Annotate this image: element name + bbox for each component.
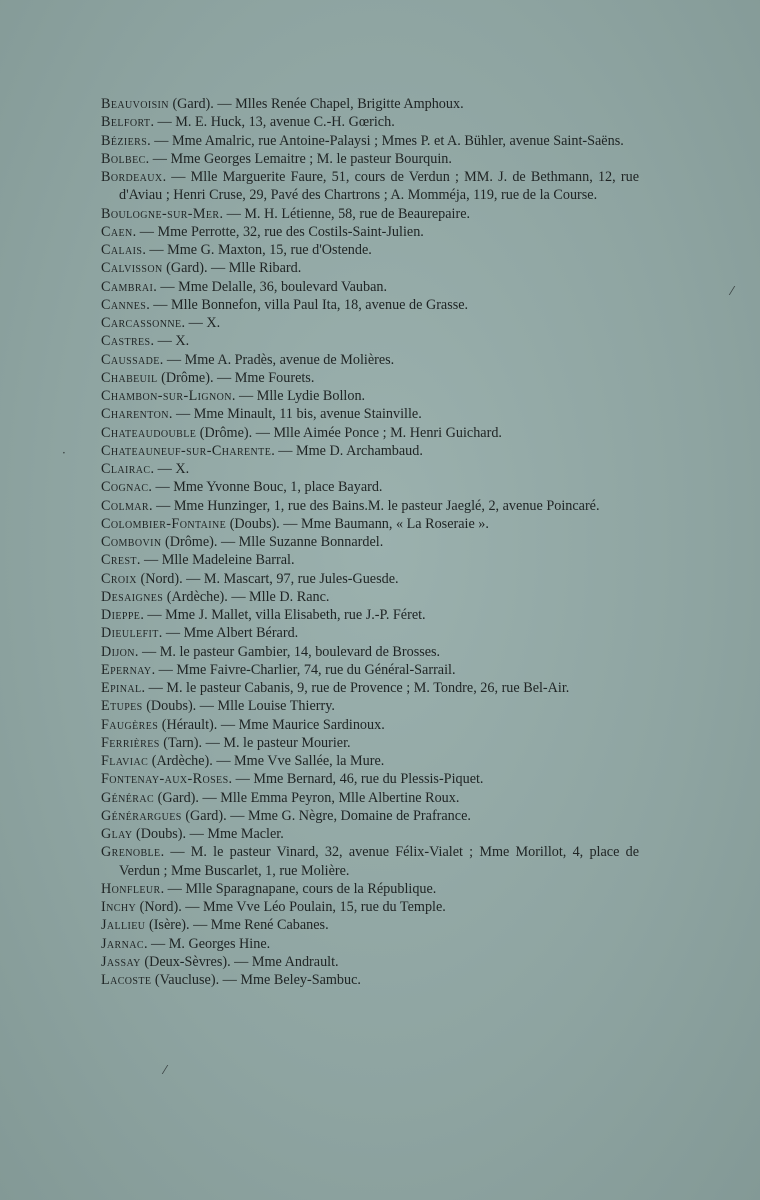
directory-entry	[101, 624, 639, 642]
place-name: Boulogne-sur-Mer	[101, 205, 220, 222]
directory-entry	[101, 241, 639, 259]
place-name: Ferrières	[101, 734, 160, 751]
entry-details: . — Mme Hunzinger, 1, rue des Bains.M. le pasteur Jaeglé, 2, avenue Poincaré.	[148, 497, 600, 514]
place-name: Chateaudouble	[101, 424, 197, 441]
entry-details: . — Mme Bernard, 46, rue du Plessis-Piquet.	[228, 771, 484, 788]
directory-entry	[101, 953, 639, 971]
entry-details: (Deux-Sèvres). — Mme Andrault.	[140, 953, 339, 970]
place-name: Castres	[101, 333, 151, 350]
entry-details: . — Mlle Lydie Bollon.	[231, 388, 366, 404]
entry-details: . — Mlle Bonnefon, villa Paul Ita, 18, avenue de Grasse.	[146, 296, 469, 313]
directory-entry	[101, 807, 639, 825]
place-name: Chabeuil	[101, 369, 158, 386]
directory-entry	[101, 679, 639, 697]
pencil-mark: ·	[62, 446, 66, 460]
entry-details: . — Mme Georges Lemaitre ; M. le pasteur Bourquin.	[145, 150, 452, 167]
entry-details: . — Mlle Madeleine Barral.	[136, 552, 295, 569]
directory-entry	[101, 789, 639, 807]
directory-entry	[101, 661, 639, 679]
place-name: Béziers	[101, 132, 148, 149]
place-name: Crest	[101, 552, 137, 569]
directory-entry	[101, 916, 639, 934]
directory-entry	[101, 643, 639, 661]
entry-details: . — X.	[150, 333, 190, 350]
directory-entry	[101, 113, 639, 131]
place-name: Grenoble	[101, 844, 161, 861]
place-name: Dijon	[101, 643, 135, 660]
directory-entry	[101, 734, 639, 752]
directory-entry	[101, 205, 639, 223]
directory-entry	[101, 332, 639, 350]
entry-details: (Vaucluse). — Mme Beley-Sambuc.	[151, 972, 361, 988]
directory-entry	[101, 588, 639, 606]
place-name: Carcassonne	[101, 315, 182, 331]
entry-details: (Tarn). — M. le pasteur Mourier.	[159, 734, 351, 751]
entry-details: (Doubs). — Mme Baumann, « La Roseraie ».	[226, 515, 489, 532]
directory-entry	[101, 478, 639, 496]
directory-entry	[101, 278, 639, 296]
entry-details: (Hérault). — Mme Maurice Sardinoux.	[158, 716, 385, 733]
place-name: Calais	[101, 242, 143, 258]
place-name: Jarnac	[101, 935, 144, 952]
place-name: Charenton	[101, 406, 169, 423]
place-name: Chambon-sur-Lignon	[101, 388, 232, 404]
place-name: Desaignes	[101, 588, 164, 605]
entry-details: (Nord). — M. Mascart, 97, rue Jules-Guesde.	[136, 570, 399, 587]
place-name: Epernay	[101, 661, 152, 678]
entry-details: . — M. H. Létienne, 58, rue de Beaurepaire.	[219, 205, 471, 222]
place-name: Dieulefit	[101, 625, 159, 642]
entry-details: (Drôme). — Mlle Aimée Ponce ; M. Henri Guichard.	[196, 424, 502, 441]
entry-details: . — Mme G. Maxton, 15, rue d'Ostende.	[142, 242, 372, 258]
directory-entry	[101, 898, 639, 916]
directory-entry	[101, 515, 639, 533]
directory-entry	[101, 752, 639, 770]
entry-details: . — Mme Yvonne Bouc, 1, place Bayard.	[148, 479, 383, 496]
place-name: Bolbec	[101, 150, 146, 167]
entry-details: (Gard). — Mlle Emma Peyron, Mlle Albertine Roux.	[154, 789, 460, 806]
directory-entry	[101, 369, 639, 387]
directory-entry	[101, 460, 639, 478]
place-name: Honfleur	[101, 880, 161, 897]
entry-details: (Isère). — Mme René Cabanes.	[145, 917, 329, 934]
place-name: Cambrai	[101, 278, 154, 295]
entry-details: . — X.	[150, 461, 190, 477]
entry-details: . — Mme Albert Bérard.	[158, 625, 299, 642]
entry-details: . — M. Georges Hine.	[143, 935, 271, 952]
directory-entry	[101, 424, 639, 442]
entry-details: (Doubs). — Mme Macler.	[132, 826, 284, 842]
pencil-mark: ⁄	[164, 1063, 167, 1077]
place-name: Générargues	[101, 807, 182, 824]
place-name: Inchy	[101, 899, 137, 915]
entry-details: (Doubs). — Mlle Louise Thierry.	[142, 698, 335, 715]
directory-entry	[101, 132, 639, 150]
directory-entry	[101, 168, 639, 205]
directory-entry	[101, 551, 639, 569]
directory-entry	[101, 387, 639, 405]
place-name: Fontenay-aux-Roses	[101, 771, 229, 788]
directory-entry	[101, 95, 639, 113]
place-name: Lacoste	[101, 972, 152, 988]
entry-details: . — M. le pasteur Cabanis, 9, rue de Provence ; M. Tondre, 26, rue Bel-Air.	[141, 680, 570, 696]
directory-entry	[101, 971, 639, 989]
place-name: Caen	[101, 223, 133, 240]
place-name: Combovin	[101, 534, 162, 550]
entry-details: . — X.	[181, 315, 221, 331]
place-name: Faugères	[101, 716, 159, 733]
entry-details: (Gard). — Mlle Ribard.	[162, 260, 302, 277]
directory-entry	[101, 716, 639, 734]
entry-details: . — M. E. Huck, 13, avenue C.-H. Gœrich.	[150, 114, 395, 131]
entry-details: (Ardèche). — Mlle D. Ranc.	[163, 588, 330, 605]
place-name: Jassay	[101, 953, 141, 970]
place-name: Calvisson	[101, 260, 163, 277]
entry-details: . — Mme Perrotte, 32, rue des Costils-Saint-Julien.	[132, 223, 424, 240]
entry-details: (Ardèche). — Mme Vve Sallée, la Mure.	[148, 753, 385, 769]
entry-details: . — Mme Amalric, rue Antoine-Palaysi ; Mmes P. et A. Bühler, avenue Saint-Saëns.	[147, 132, 624, 149]
directory-entry	[101, 223, 639, 241]
place-name: Jallieu	[101, 917, 146, 934]
entry-details: . — Mlle Marguerite Faure, 51, cours de Verdun ; MM. J. de Bethmann, 12, rue d'Aviau ; Henri Cruse, 29, Pavé des Chartrons ; A. Momméja, 119, rue de la Course.	[119, 169, 639, 204]
directory-entry	[101, 770, 639, 788]
place-name: Clairac	[101, 461, 151, 477]
directory-entry	[101, 935, 639, 953]
place-name: Dieppe	[101, 607, 141, 623]
directory-entry	[101, 314, 639, 332]
place-name: Générac	[101, 789, 155, 806]
place-name: Epinal	[101, 680, 142, 696]
place-name: Flaviac	[101, 753, 149, 769]
entry-details: (Gard). — Mme G. Nègre, Domaine de Prafrance.	[181, 807, 471, 824]
directory-entry	[101, 843, 639, 880]
entry-details: (Drôme). — Mme Fourets.	[157, 369, 315, 386]
directory-entry	[101, 259, 639, 277]
place-name: Colmar	[101, 497, 149, 514]
directory-entry	[101, 405, 639, 423]
place-name: Bordeaux	[101, 169, 163, 185]
place-name: Chateauneuf-sur-Charente	[101, 442, 272, 459]
directory-entry	[101, 697, 639, 715]
directory-entry	[101, 351, 639, 369]
directory-entry	[101, 825, 639, 843]
place-name: Caussade	[101, 351, 160, 368]
place-name: Cannes	[101, 296, 147, 313]
directory-entry	[101, 533, 639, 551]
pencil-mark: ⁄	[731, 284, 734, 298]
place-name: Colombier-Fontaine	[101, 515, 227, 532]
place-name: Beauvoisin	[101, 96, 169, 112]
place-name: Cognac	[101, 479, 149, 496]
directory-entry	[101, 606, 639, 624]
directory-entry	[101, 442, 639, 460]
directory-entry	[101, 296, 639, 314]
place-name: Etupes	[101, 698, 143, 715]
entry-details: (Nord). — Mme Vve Léo Poulain, 15, rue du Temple.	[136, 899, 446, 915]
entry-details: . — Mme Delalle, 36, boulevard Vauban.	[153, 278, 388, 295]
entry-details: . — M. le pasteur Gambier, 14, boulevard de Brosses.	[134, 643, 441, 660]
entry-details: (Gard). — Mlles Renée Chapel, Brigitte Amphoux.	[168, 96, 464, 112]
directory-entry	[101, 570, 639, 588]
entry-details: (Drôme). — Mlle Suzanne Bonnardel.	[161, 534, 384, 550]
entry-details: . — Mme J. Mallet, villa Elisabeth, rue J.-P. Féret.	[140, 607, 426, 623]
directory-list	[101, 95, 639, 989]
directory-entry	[101, 150, 639, 168]
entry-details: . — Mme A. Pradès, avenue de Molières.	[159, 351, 395, 368]
entry-details: . — Mlle Sparagnapane, cours de la République.	[160, 880, 437, 897]
entry-details: . — M. le pasteur Vinard, 32, avenue Félix-Vialet ; Mme Morillot, 4, place de Verdun ; Mme Buscarlet, 1, rue Molière.	[119, 844, 639, 879]
entry-details: . — Mme Minault, 11 bis, avenue Stainville.	[168, 406, 422, 423]
directory-entry	[101, 880, 639, 898]
directory-entry	[101, 497, 639, 515]
entry-details: . — Mme D. Archambaud.	[271, 442, 423, 459]
place-name: Glay	[101, 826, 133, 842]
place-name: Croix	[101, 570, 137, 587]
entry-details: . — Mme Faivre-Charlier, 74, rue du Général-Sarrail.	[151, 661, 456, 678]
place-name: Belfort	[101, 114, 151, 131]
